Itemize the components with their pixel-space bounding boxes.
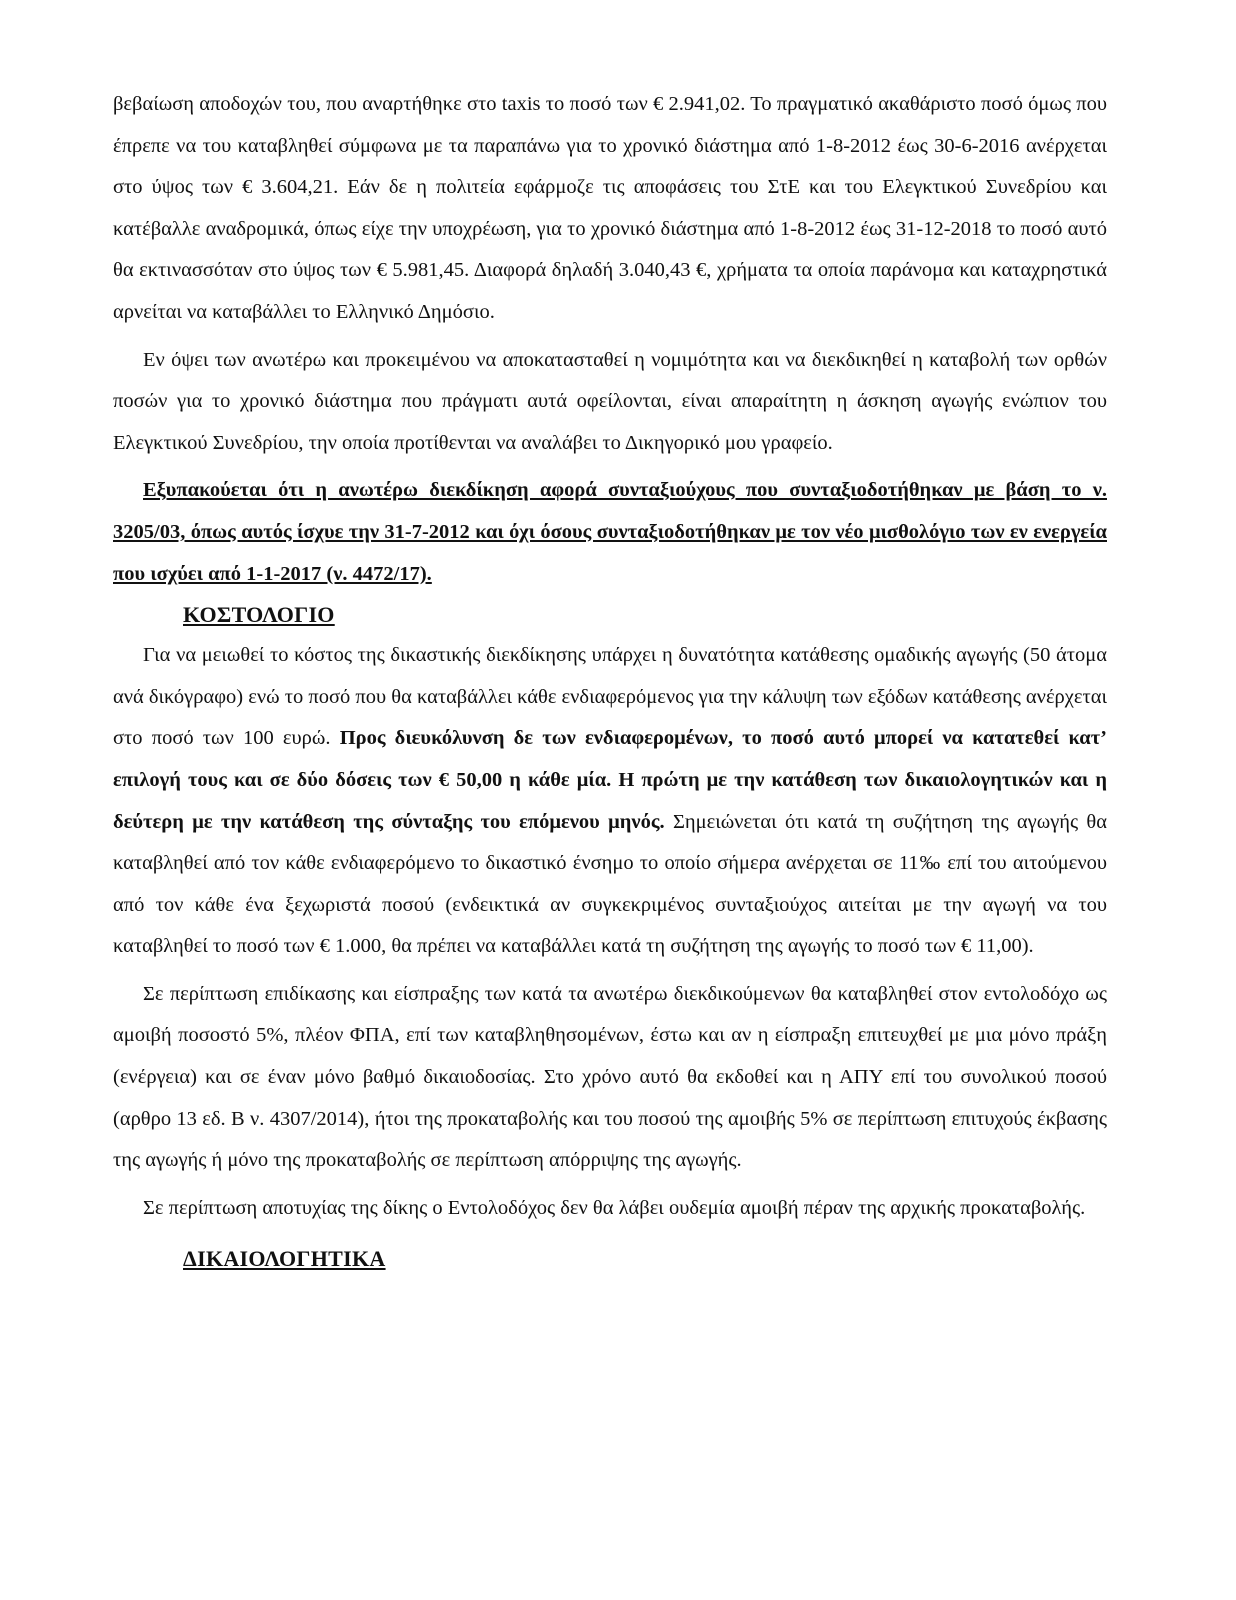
- paragraph-fee: Σε περίπτωση επιδίκασης και είσπραξης των κατά τα ανωτέρω διεκδικούμενων θα καταβληθεί στον εντολοδόχο ως αμοιβή ποσοστό 5%, πλέον ΦΠΑ, επί των καταβληθησομένων, έστω και αν η είσπραξη επιτευχθεί με μια μόνο πράξη (ενέργεια) και σε έναν μόνο βαθμό δικαιοδοσίας. Στο χρόνο αυτό θα εκδοθεί και η ΑΠΥ επί του συνολικού ποσού (αρθρο 13 εδ. Β ν. 4307/2014), ήτοι της προκαταβολής και του ποσού της αμοιβής 5% σε περίπτωση επιτυχούς έκβασης της αγωγής ή μόνο της προκαταβολής σε περίπτωση απόρριψης της αγωγής.: [113, 982, 1107, 1172]
- paragraph-lawsuit-necessity: Εν όψει των ανωτέρω και προκειμένου να αποκατασταθεί η νομιμότητα και να διεκδικηθεί η καταβολή των ορθών ποσών για το χρονικό διάστημα που πράγματι αυτά οφείλονται, είναι απαραίτητη η άσκηση αγωγής ενώπιον του Ελεγκτικού Συνεδρίου, την οποία προτίθενται να αναλάβει το Δικηγορικό μου γραφείο.: [113, 348, 1107, 454]
- costs-text-bold: Προς διευκόλυνση δε των ενδιαφερομένων, το ποσό αυτό μπορεί να κατατεθεί κατ’ επιλογή τους και σε δύο δόσεις των € 50,00 η κάθε μία. Η πρώτη με την κατάθεση των δικαιολογητικών και η δεύτερη με την κατάθεση της σύνταξης του επόμενου μηνός.: [113, 727, 1107, 833]
- costs-text-start: Για να μειωθεί το κόστος της δικαστικής διεκδίκησης υπάρχει η δυνατότητα κατάθεσης ομαδικής αγωγής (50 άτομα ανά δικόγραφο) ενώ το ποσό που θα καταβάλλει κάθε ενδιαφερόμενος για την κάλυψη των εξόδων κατάθεσης ανέρχεται στο ποσό των 100 ευρώ.: [113, 644, 1107, 750]
- heading-documents: ΔΙΚΑΙΟΛΟΓΗΤΙΚΑ: [183, 1246, 386, 1272]
- paragraph-eligibility-notice: Εξυπακούεται ότι η ανωτέρω διεκδίκηση αφορά συνταξιούχους που συνταξιοδοτήθηκαν με βάση το ν. 3205/03, όπως αυτός ίσχυε την 31-7-2012 και όχι όσους συνταξιοδοτήθηκαν με τον νέο μισθολόγιο των εν ενεργεία που ισχύει από 1-1-2017 (ν. 4472/17).: [113, 479, 1107, 585]
- document-page: [113, 84, 1107, 1279]
- heading-costs: ΚΟΣΤΟΛΟΓΙΟ: [183, 602, 335, 628]
- paragraph-costs: [113, 635, 1107, 968]
- paragraph-salary-difference: βεβαίωση αποδοχών του, που αναρτήθηκε στο taxis το ποσό των € 2.941,02. Το πραγματικό ακαθάριστο ποσό όμως που έπρεπε να του καταβληθεί σύμφωνα με τα παραπάνω για το χρονικό διάστημα από 1-8-2012 έως 30-6-2016 ανέρχεται στο ύψος των € 3.604,21. Εάν δε η πολιτεία εφάρμοζε τις αποφάσεις του ΣτΕ και του Ελεγκτικού Συνεδρίου και κατέβαλλε αναδρομικά, όπως είχε την υποχρέωση, για το χρονικό διάστημα από 1-8-2012 έως 31-12-2018 το ποσό αυτό θα εκτινασσόταν στο ύψος των € 5.981,45. Διαφορά δηλαδή 3.040,43 €, χρήματα τα οποία παράνομα και καταχρηστικά αρνείται να καταβάλλει το Ελληνικό Δημόσιο.: [113, 93, 1107, 323]
- costs-text-end: Σημειώνεται ότι κατά τη συζήτηση της αγωγής θα καταβληθεί από τον κάθε ενδιαφερόμενο το δικαστικό ένσημο το οποίο σήμερα ανέρχεται σε 11‰ επί του αιτούμενου από τον κάθε ένα ξεχωριστά ποσού (ενδεικτικά αν συγκεκριμένος συνταξιούχος αιτείται με την αγωγή να του καταβληθεί το ποσό των € 1.000, θα πρέπει να καταβάλλει κατά τη συζήτηση της αγωγής το ποσό των € 11,00).: [113, 810, 1107, 958]
- paragraph-failure: Σε περίπτωση αποτυχίας της δίκης ο Εντολοδόχος δεν θα λάβει ουδεμία αμοιβή πέραν της αρχικής προκαταβολής.: [143, 1196, 1086, 1219]
